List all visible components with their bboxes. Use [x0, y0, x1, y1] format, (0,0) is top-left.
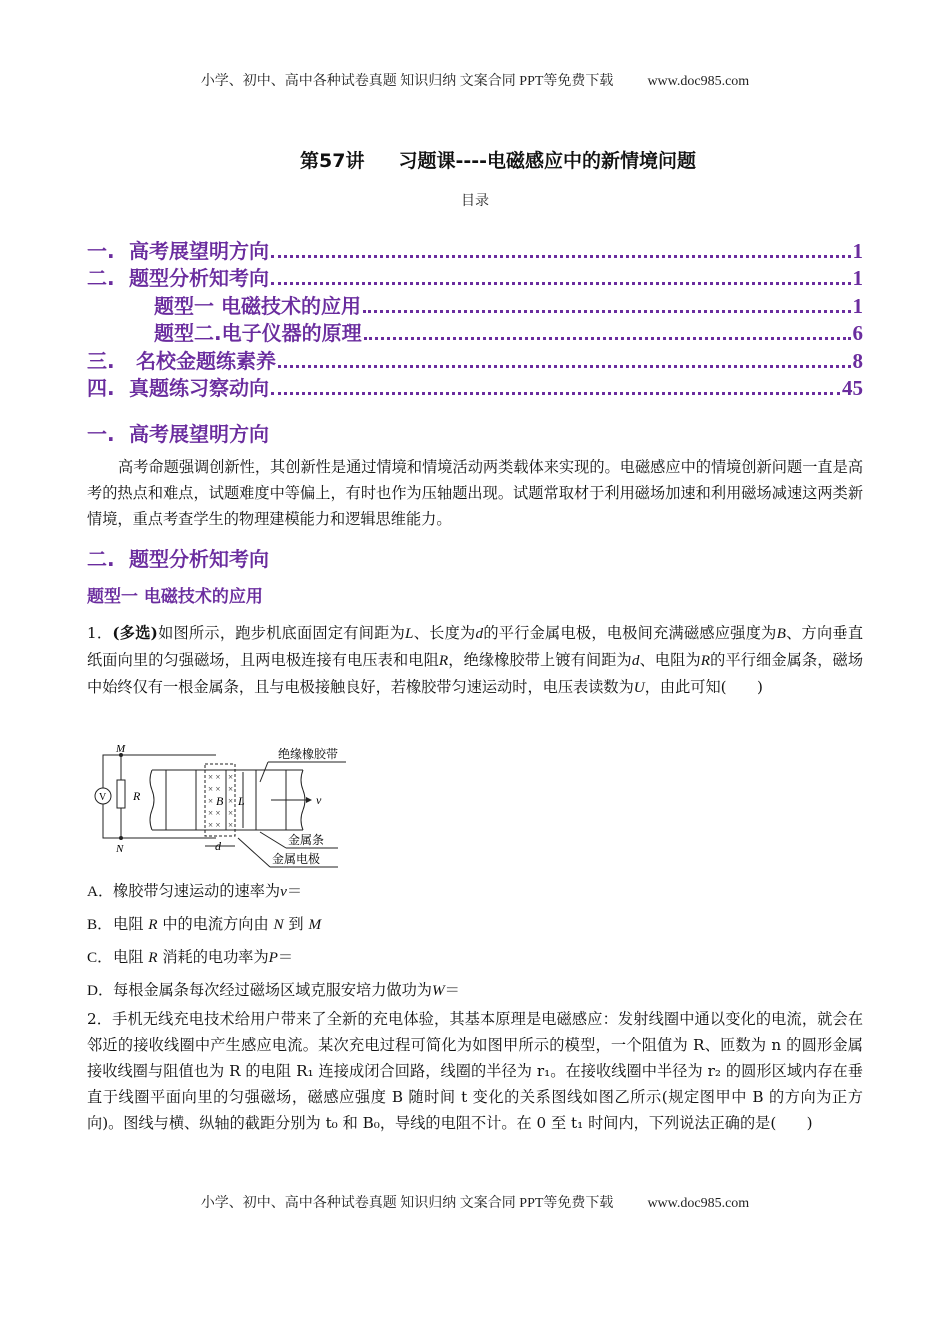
header-text: 小学、初中、高中各种试卷真题 知识归纳 文案合同 PPT等免费下载	[200, 74, 614, 89]
section-num: 二.	[87, 547, 115, 571]
toc-page: 6	[852, 321, 863, 345]
toc-label-text: 高考展望明方向	[129, 238, 269, 263]
toc-label-text: 名校金题练素养	[129, 348, 276, 373]
toc-page: 8	[852, 348, 863, 373]
svg-text:B: B	[216, 794, 224, 808]
page-title	[300, 146, 696, 173]
section-num: 一.	[87, 422, 115, 446]
toc-num: 一.	[87, 238, 115, 263]
toc-label-text: 题型分析知考向	[129, 266, 269, 290]
toc-num: 三.	[87, 348, 115, 373]
toc-leader	[278, 365, 851, 368]
section-title: 题型分析知考向	[129, 547, 269, 571]
question-tag: (多选)	[112, 624, 158, 642]
toc-label: 目录	[461, 193, 489, 209]
treadmill-circuit-diagram	[88, 742, 348, 870]
toc-leader	[271, 255, 851, 258]
toc-num: 二.	[87, 266, 115, 290]
svg-text:L: L	[238, 794, 245, 808]
footer-text: 小学、初中、高中各种试卷真题 知识归纳 文案合同 PPT等免费下载	[200, 1196, 614, 1211]
svg-text:M: M	[116, 743, 126, 755]
toc-label-text: 真题练习察动向	[129, 376, 269, 400]
option-d[interactable]: D．每根金属条每次经过磁场区域克服安培力做功为W＝	[87, 981, 460, 999]
svg-text:×: ×	[228, 808, 234, 818]
question-2-stem: 2．手机无线充电技术给用户带来了全新的充电体验，其基本原理是电磁感应：发射线圈中通以变化的电流，就会在邻近的接收线圈中产生感应电流。某次充电过程可简化为如图甲所示的模型，一个阻值为 R、匝数为 n 的圆形金属接收线圈与阻值也为 R 的电阻 R₁ 连接成闭合回路，线圈的半径为 r₁。在接收线圈中半径为 r₂ 的圆形区域内存在垂直于线圈平面向里的匀强磁场，磁感应强度 B 随时间 t 变化的关系图线如图乙所示(规定图甲中 B 的方向为正方向)。图线与横、纵轴的截距分别为 t₀ 和 B₀，导线的电阻不计。在 0 至 t₁ 时间内，下列说法正确的是( )	[87, 1010, 864, 1132]
section-heading-1	[87, 418, 269, 447]
svg-text:× ×: × ×	[208, 820, 221, 830]
subsection-heading: 题型一 电磁技术的应用	[87, 587, 263, 607]
svg-text:×: ×	[228, 820, 234, 830]
svg-text:× ×: × ×	[208, 772, 221, 782]
lecture-topic: 习题课----电磁感应中的新情境问题	[398, 150, 696, 172]
footer-site: www.doc985.com	[647, 1196, 750, 1211]
toc-item[interactable]	[87, 346, 863, 374]
svg-text:×: ×	[228, 784, 234, 794]
svg-text:V: V	[99, 792, 107, 803]
toc-leader	[271, 392, 840, 395]
section-title: 高考展望明方向	[129, 422, 269, 446]
toc-page: 45	[842, 376, 863, 400]
page-header	[0, 70, 950, 90]
option-c[interactable]: C．电阻 R 消耗的电功率为P＝	[87, 948, 294, 966]
table-of-contents	[87, 236, 863, 401]
svg-text:绝缘橡胶带: 绝缘橡胶带	[278, 747, 339, 761]
svg-text:× ×: × ×	[208, 808, 221, 818]
svg-text:N: N	[116, 843, 124, 855]
toc-leader	[363, 310, 851, 313]
toc-page: 1	[852, 293, 863, 318]
page-footer	[0, 1192, 950, 1212]
question-number: 2．	[87, 1010, 113, 1028]
toc-item[interactable]	[87, 264, 863, 292]
toc-page: 1	[852, 238, 863, 263]
toc-item[interactable]	[87, 319, 863, 347]
svg-text:金属条: 金属条	[288, 833, 325, 847]
toc-item[interactable]	[87, 291, 863, 319]
toc-page: 1	[852, 266, 863, 290]
lecture-number: 第57讲	[300, 150, 365, 172]
svg-text:d: d	[215, 839, 221, 853]
svg-text:R: R	[133, 789, 141, 803]
svg-text:× ×: × ×	[208, 784, 221, 794]
header-site: www.doc985.com	[647, 74, 750, 89]
toc-label-text: 题型一 电磁技术的应用	[154, 293, 361, 318]
section-heading-2	[87, 543, 269, 572]
svg-text:×: ×	[208, 796, 214, 806]
option-b[interactable]: B．电阻 R 中的电流方向由 N 到 M	[87, 915, 322, 933]
question-1-stem: 1．(多选)如图所示，跑步机底面固定有间距为L、长度为d的平行金属电极，电极间充满磁感应强度为B、方向垂直纸面向里的匀强磁场，且两电极连接有电压表和电阻R，绝缘橡胶带上镀有间距为d、电阻为R的平行细金属条，磁场中始终仅有一根金属条，且与电极接触良好，若橡胶带匀速运动时，电压表读数为U，由此可知( )	[87, 624, 864, 696]
svg-text:金属电极: 金属电极	[272, 852, 321, 866]
toc-num: 四.	[87, 376, 115, 400]
option-a[interactable]: A．橡胶带匀速运动的速率为v＝	[87, 882, 302, 900]
svg-text:×: ×	[228, 772, 234, 782]
svg-text:×: ×	[228, 796, 234, 806]
toc-label-text: 题型二.电子仪器的原理	[154, 321, 362, 345]
section-1-body: 高考命题强调创新性，其创新性是通过情境和情境活动两类载体来实现的。电磁感应中的情境创新问题一直是高考的热点和难点，试题难度中等偏上，有时也作为压轴题出现。试题常取材于利用磁场加速和利用磁场减速这两类新情境，重点考查学生的物理建模能力和逻辑思维能力。	[87, 458, 863, 528]
toc-item[interactable]	[87, 374, 863, 402]
toc-leader	[364, 337, 851, 340]
toc-leader	[271, 282, 851, 285]
toc-item[interactable]	[87, 236, 863, 264]
svg-text:v: v	[316, 793, 322, 807]
question-number: 1．	[87, 624, 113, 642]
